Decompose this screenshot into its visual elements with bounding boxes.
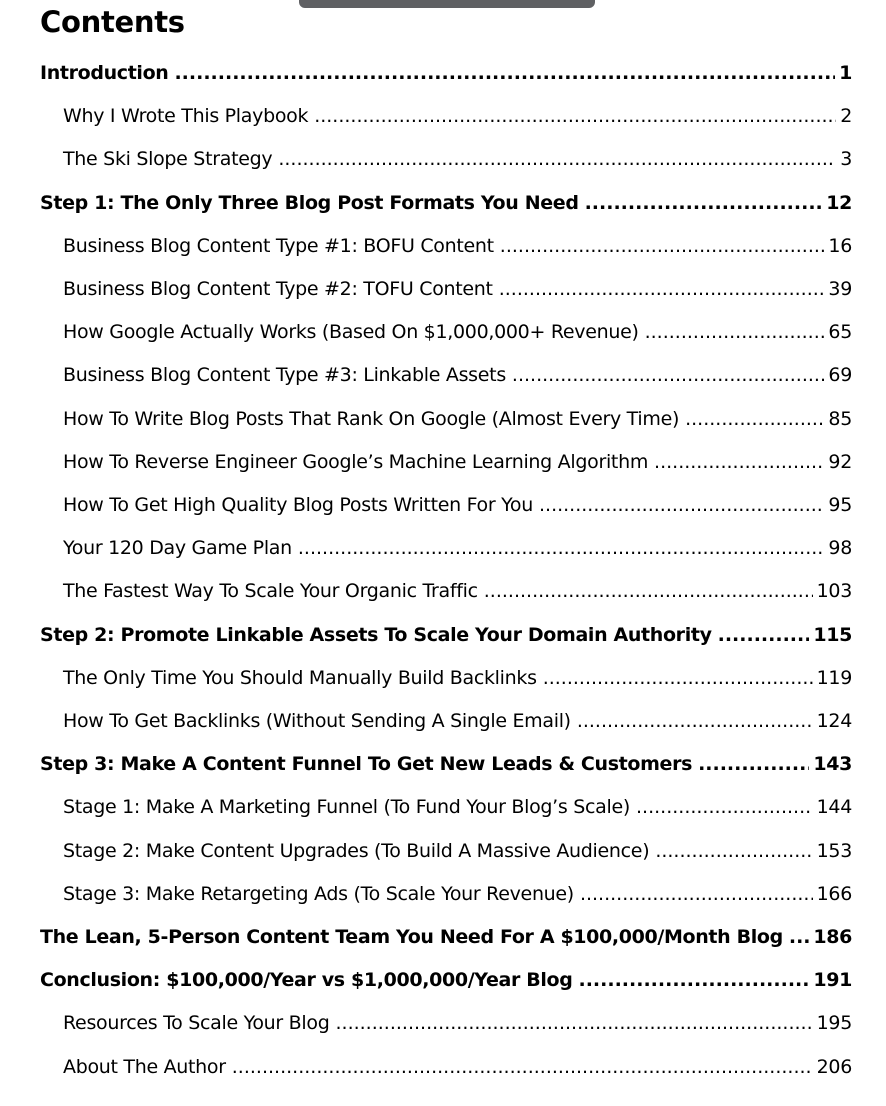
- toc-section-entry[interactable]: [63, 364, 852, 392]
- toc-page-number: 85: [828, 407, 852, 430]
- toc-page-number: 206: [816, 1055, 852, 1078]
- toc-page-number: 186: [813, 926, 852, 948]
- toc-entry-title: Step 3: Make A Content Funnel To Get New Leads & Customers: [40, 753, 693, 776]
- dot-leader: [580, 883, 813, 905]
- toc-entry-title: Conclusion: $100,000/Year vs $1,000,000/Year Blog: [40, 969, 573, 992]
- toc-section-entry[interactable]: [63, 667, 852, 695]
- dot-leader: [335, 1012, 812, 1034]
- toc-section-entry[interactable]: [63, 710, 852, 738]
- toc-entry-title: The Lean, 5-Person Content Team You Need For A $100,000/Month Blog: [40, 926, 783, 948]
- toc-entry-title: Stage 1: Make A Marketing Funnel (To Fund Your Blog’s Scale): [63, 796, 630, 819]
- toc-page-number: 143: [813, 753, 852, 776]
- toc-entry-title: Stage 3: Make Retargeting Ads (To Scale Your Revenue): [63, 882, 574, 905]
- toc-entry-title: How To Reverse Engineer Google’s Machine Learning Algorithm: [63, 450, 649, 473]
- toc-chapter-entry[interactable]: [40, 62, 852, 90]
- toc-chapter-entry[interactable]: [40, 192, 852, 220]
- toc-section-entry[interactable]: [63, 451, 852, 479]
- toc-chapter-entry[interactable]: [40, 753, 852, 781]
- toc-chapter-entry[interactable]: [40, 926, 852, 954]
- toc-section-entry[interactable]: [63, 883, 852, 911]
- toc-page-number: 2: [840, 105, 852, 128]
- toc-page-number: 191: [813, 969, 852, 992]
- dot-leader: [698, 753, 809, 775]
- toc-entry-title: How To Get Backlinks (Without Sending A Single Email): [63, 710, 571, 732]
- toc-entry-title: Stage 2: Make Content Upgrades (To Build A Massive Audience): [63, 839, 650, 862]
- dot-leader: [543, 667, 813, 689]
- toc-entry-title: How Google Actually Works (Based On $1,000,000+ Revenue): [63, 321, 639, 344]
- toc-entry-title: Resources To Scale Your Blog: [63, 1012, 330, 1035]
- toc-section-entry[interactable]: [63, 537, 852, 565]
- toc-section-entry[interactable]: [63, 148, 852, 176]
- toc-page-number: 92: [828, 450, 852, 473]
- toc-page-number: 124: [816, 710, 852, 732]
- toc-page-number: 144: [816, 796, 852, 819]
- toc-page-number: 39: [828, 278, 852, 300]
- toc-page-number: 16: [828, 234, 852, 257]
- toc-chapter-entry[interactable]: [40, 969, 852, 997]
- dot-leader: [298, 537, 825, 559]
- toc-page-number: 119: [816, 666, 852, 689]
- toc-section-entry[interactable]: [63, 235, 852, 263]
- dot-leader: [314, 105, 836, 127]
- toc-entry-title: About The Author: [63, 1055, 226, 1078]
- toc-page-number: 103: [816, 580, 852, 603]
- toc-entry-title: Introduction: [40, 62, 169, 84]
- toc-page-number: 153: [816, 839, 852, 862]
- toc-page-number: 115: [813, 623, 852, 646]
- toc-section-entry[interactable]: [63, 494, 852, 522]
- toc-page-number: 65: [828, 321, 852, 344]
- toc-entry-title: The Only Time You Should Manually Build Backlinks: [63, 666, 537, 689]
- dot-leader: [278, 148, 836, 170]
- toc-page-number: 69: [828, 364, 852, 387]
- dot-leader: [577, 710, 813, 732]
- dot-leader: [539, 494, 824, 516]
- toc-entry-title: Step 2: Promote Linkable Assets To Scale Your Domain Authority: [40, 623, 712, 646]
- dot-leader: [718, 624, 810, 646]
- toc-section-entry[interactable]: [63, 278, 852, 306]
- toc-entry-title: Step 1: The Only Three Blog Post Formats You Need: [40, 191, 579, 214]
- toc-page-number: 12: [826, 191, 852, 214]
- toc-chapter-entry[interactable]: [40, 624, 852, 652]
- toc-section-entry[interactable]: [63, 1056, 852, 1084]
- toc-page-number: 195: [816, 1012, 852, 1035]
- top-scroll-tab: [299, 0, 595, 8]
- dot-leader: [636, 796, 813, 818]
- toc-entry-title: Business Blog Content Type #2: TOFU Content: [63, 278, 493, 300]
- dot-leader: [685, 408, 824, 430]
- dot-leader: [499, 278, 825, 300]
- dot-leader: [512, 364, 825, 386]
- toc-entry-title: How To Write Blog Posts That Rank On Google (Almost Every Time): [63, 407, 680, 430]
- toc-entry-title: How To Get High Quality Blog Posts Written For You: [63, 494, 533, 516]
- toc-entry-title: Business Blog Content Type #3: Linkable Assets: [63, 364, 506, 387]
- toc-entry-title: Your 120 Day Game Plan: [63, 537, 292, 560]
- toc-page-number: 3: [840, 148, 852, 171]
- dot-leader: [585, 192, 823, 214]
- toc-section-entry[interactable]: [63, 408, 852, 436]
- toc-page-number: 98: [828, 537, 852, 560]
- toc-section-entry[interactable]: [63, 105, 852, 133]
- toc-entry-title: Why I Wrote This Playbook: [63, 105, 309, 128]
- toc-section-entry[interactable]: [63, 796, 852, 824]
- page-title: Contents: [40, 5, 185, 39]
- toc-entry-title: Business Blog Content Type #1: BOFU Content: [63, 234, 494, 257]
- toc-entry-title: The Ski Slope Strategy: [63, 148, 273, 171]
- toc-page-number: 166: [816, 882, 852, 905]
- dot-leader: [655, 840, 812, 862]
- dot-leader: [500, 235, 825, 257]
- toc-section-entry[interactable]: [63, 321, 852, 349]
- toc-entry-title: The Fastest Way To Scale Your Organic Traffic: [63, 580, 478, 603]
- toc-page-number: 95: [828, 494, 852, 516]
- dot-leader: [484, 580, 813, 602]
- dot-leader: [645, 321, 825, 343]
- dot-leader: [789, 926, 810, 948]
- toc-section-entry[interactable]: [63, 580, 852, 608]
- dot-leader: [579, 969, 810, 991]
- dot-leader: [232, 1056, 813, 1078]
- dot-leader: [654, 451, 824, 473]
- toc-section-entry[interactable]: [63, 1012, 852, 1040]
- toc-page-number: 1: [839, 62, 852, 84]
- dot-leader: [174, 62, 835, 84]
- toc-section-entry[interactable]: [63, 840, 852, 868]
